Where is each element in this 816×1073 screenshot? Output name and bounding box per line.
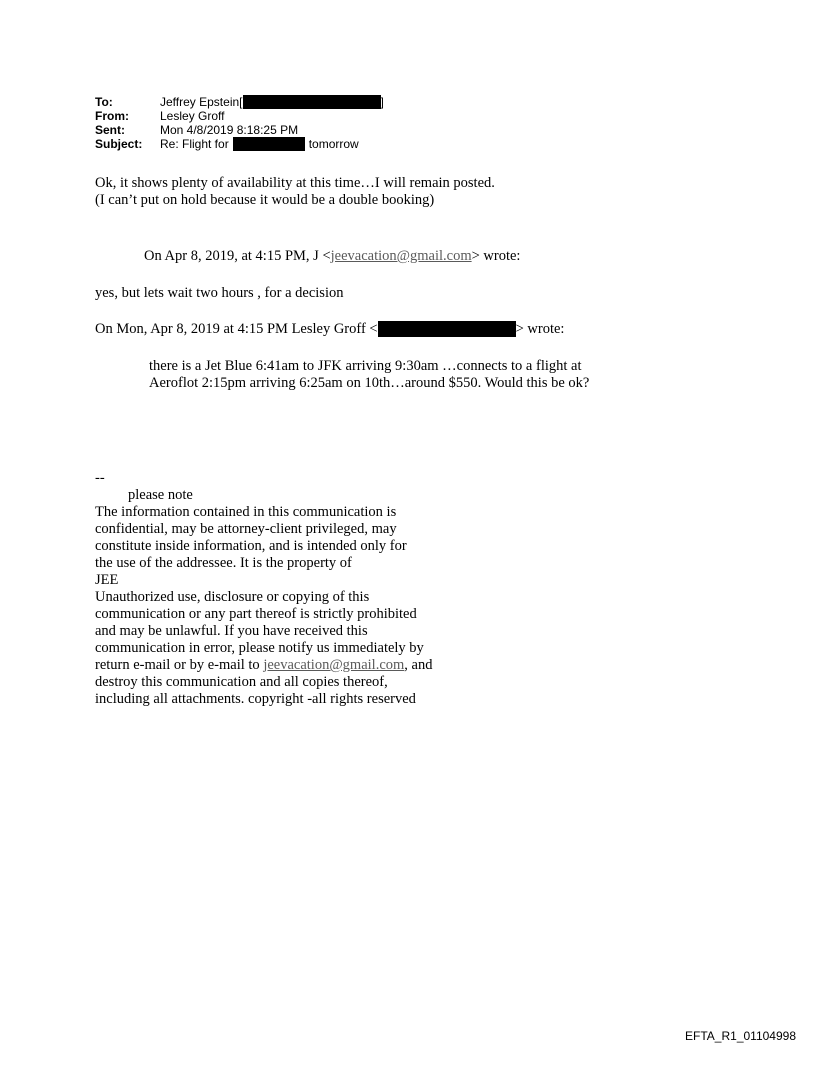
disclaimer-line: and may be unlawful. If you have received this: [95, 623, 368, 639]
redaction-box: [378, 321, 516, 337]
document-id-footer: EFTA_R1_01104998: [685, 1029, 796, 1043]
quote2-line: Aeroflot 2:15pm arriving 6:25am on 10th…around $550. Would this be ok?: [149, 375, 590, 391]
reply-line: Ok, it shows plenty of availability at this time…I will remain posted.: [95, 175, 495, 191]
sent-row: [95, 123, 384, 137]
redaction-box: [233, 137, 305, 151]
disclaimer-email-line: [95, 657, 432, 674]
disclaimer-email-suffix: , and: [404, 657, 433, 673]
signature-note: please note: [128, 487, 193, 503]
disclaimer-line: JEE: [95, 572, 119, 588]
email-header: [95, 95, 384, 151]
disclaimer-line: The information contained in this communication is: [95, 504, 397, 520]
disclaimer-line: communication in error, please notify us immediately by: [95, 640, 424, 656]
quote1-intro-suffix: > wrote:: [471, 248, 521, 264]
quote2-line: there is a Jet Blue 6:41am to JFK arriving 9:30am …connects to a flight at: [149, 358, 582, 374]
quote2-intro-text: On Mon, Apr 8, 2019 at 4:15 PM Lesley Groff <: [95, 321, 378, 337]
to-value: Jeffrey Epstein[: [160, 95, 243, 109]
disclaimer-line: destroy this communication and all copies thereof,: [95, 674, 388, 690]
signature-block: [95, 470, 432, 708]
disclaimer-line: constitute inside information, and is intended only for: [95, 538, 407, 554]
disclaimer-email-prefix: return e-mail or by e-mail to: [95, 657, 264, 673]
subject-label: Subject:: [95, 137, 143, 151]
redaction-box: [243, 95, 381, 109]
quote2-body: [149, 358, 589, 392]
disclaimer-line: the use of the addressee. It is the property of: [95, 555, 352, 571]
disclaimer-line: including all attachments. copyright -all rights reserved: [95, 691, 416, 707]
sender-email-link[interactable]: jeevacation@gmail.com: [330, 248, 472, 264]
sent-value: Mon 4/8/2019 8:18:25 PM: [160, 123, 299, 137]
disclaimer-email-link[interactable]: jeevacation@gmail.com: [263, 657, 405, 673]
from-value: Lesley Groff: [160, 109, 225, 123]
signature-separator: --: [95, 470, 105, 486]
to-label: To:: [95, 95, 113, 109]
sent-label: Sent:: [95, 123, 125, 137]
subject-prefix: Re: Flight for: [160, 137, 229, 151]
quote2-intro-suffix: > wrote:: [515, 321, 565, 337]
to-row: [95, 95, 384, 109]
from-label: From:: [95, 109, 129, 123]
subject-row: [95, 137, 384, 151]
quote1-intro: [144, 248, 520, 265]
reply-body: [95, 175, 495, 209]
to-close-bracket: ]: [380, 95, 384, 109]
from-row: [95, 109, 384, 123]
subject-suffix: tomorrow: [308, 137, 359, 151]
quote2-intro: [95, 321, 564, 338]
disclaimer-line: Unauthorized use, disclosure or copying of this: [95, 589, 370, 605]
quote1-body: yes, but lets wait two hours , for a decision: [95, 285, 344, 301]
quote1-intro-text: On Apr 8, 2019, at 4:15 PM, J <: [144, 248, 331, 264]
disclaimer-line: communication or any part thereof is strictly prohibited: [95, 606, 417, 622]
reply-line: (I can’t put on hold because it would be a double booking): [95, 192, 435, 208]
disclaimer-line: confidential, may be attorney-client privileged, may: [95, 521, 397, 537]
